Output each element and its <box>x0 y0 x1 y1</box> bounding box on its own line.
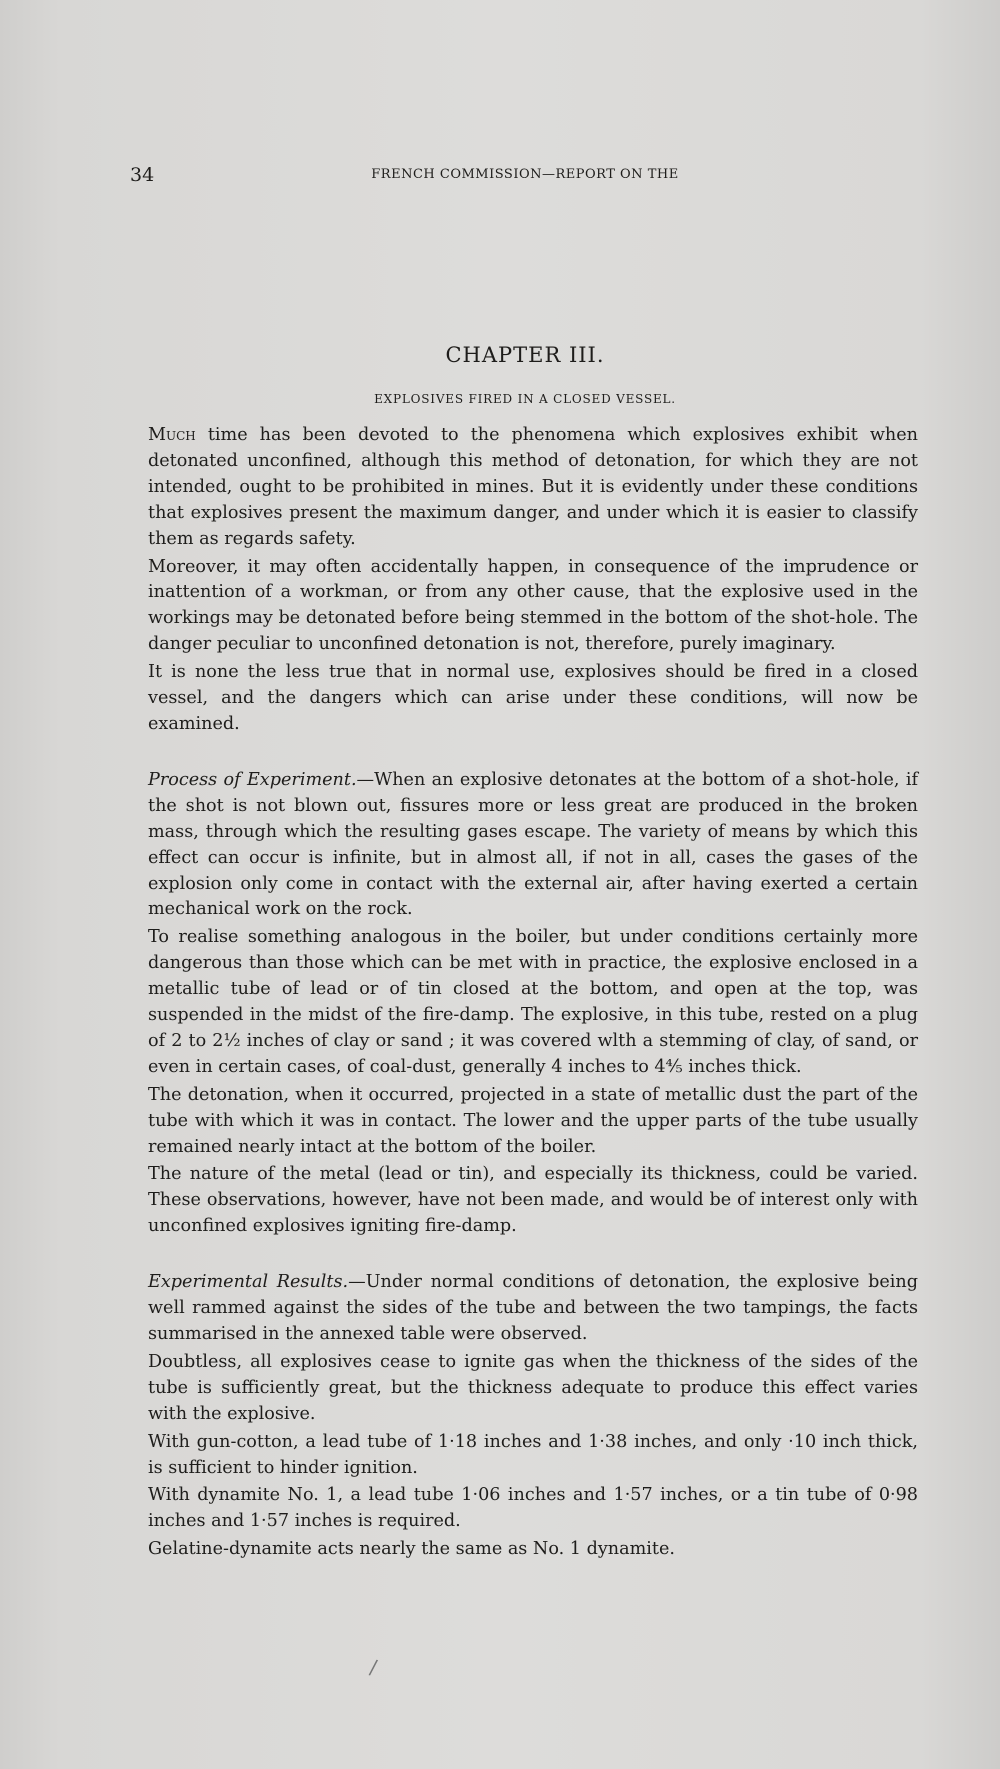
pencil-mark-icon: / <box>367 1654 379 1680</box>
paragraph-lead: Process of Experiment. <box>148 769 357 790</box>
paragraph-lead: Much <box>148 425 196 445</box>
paragraph: Moreover, it may often accidentally happen, in consequence of the imprudence or inattention of a workman, or from any other cause, that the explosive used in the workings may be detonated before being stemmed in the bottom of the shot-hole. The danger peculiar to unconfined detonation is not, therefore, purely imaginary. <box>148 556 918 655</box>
paragraph: Gelatine-dynamite acts nearly the same as No. 1 dynamite. <box>148 1539 675 1560</box>
paragraph: Doubtless, all explosives cease to ignite gas when the thickness of the sides of the tube is sufficiently great, but the thickness adequate to produce this effect varies with the explosive. <box>148 1351 918 1424</box>
paragraph: With gun-cotton, a lead tube of 1·18 inches and 1·38 inches, and only ·10 inch thick, is sufficient to hinder ignition. <box>148 1431 918 1478</box>
section-title: EXPLOSIVES FIRED IN A CLOSED VESSEL. <box>374 392 676 406</box>
paragraph: With dynamite No. 1, a lead tube 1·06 inches and 1·57 inches, or a tin tube of 0·98 inches and 1·57 inches is required. <box>148 1485 918 1532</box>
paragraph: The detonation, when it occurred, projected in a state of metallic dust the part of the tube with which it was in contact. The lower and the upper parts of the tube usually remained nearly intact at the bottom of the boiler. <box>148 1084 918 1157</box>
paragraph <box>148 768 918 923</box>
running-head: FRENCH COMMISSION—REPORT ON THE <box>371 167 679 182</box>
chapter-title: CHAPTER III. <box>445 343 605 367</box>
paragraph <box>148 423 918 553</box>
paragraph: The nature of the metal (lead or tin), and especially its thickness, could be varied. These observations, however, have not been made, and would be of interest only with unconfined explosives igniting fire-damp. <box>148 1164 918 1237</box>
page-header <box>130 164 920 188</box>
paragraph-text: time has been devoted to the phenomena which explosives exhibit when detonated unconfined, although this method of detonation, for which they are not intended, ought to be prohibited in mines. But it is evidently under these conditions that explosives present the maximum danger, and under which it is easier to classify them as regards safety. <box>148 425 918 549</box>
paragraph: To realise something analogous in the boiler, but under conditions certainly more dangerous than those which can be met with in practice, the explosive enclosed in a metallic tube of lead or of tin closed at the bottom, and open at the top, was suspended in the midst of the fire-damp. The explosive, in this tube, rested on a plug of 2 to 2½ inches of clay or sand ; it was covered wlth a stemming of clay, of sand, or even in certain cases, of coal-dust, generally 4 inches to 4⅘ inches thick. <box>148 927 918 1077</box>
paragraph-text: —When an explosive detonates at the bottom of a shot-hole, if the shot is not blown out, fissures more or less great are produced in the broken mass, through which the resulting gases escape. The variety of means by which this effect can occur is infinite, but in almost all, if not in all, cases the gases of the explosion only come in contact with the external air, after having exerted a certain mechanical work on the rock. <box>148 769 918 920</box>
page-number: 34 <box>130 164 155 186</box>
paragraph-lead: Experimental Results. <box>148 1272 349 1293</box>
paragraph-text: —Under normal conditions of detonation, the explosive being well rammed against the sides of the tube and between the two tampings, the facts summarised in the annexed table were observed. <box>148 1272 918 1344</box>
body-text <box>148 423 918 1565</box>
paragraph: It is none the less true that in normal use, explosives should be fired in a closed vessel, and the dangers which can arise under these conditions, will now be examined. <box>148 662 918 734</box>
paragraph <box>148 1270 918 1348</box>
